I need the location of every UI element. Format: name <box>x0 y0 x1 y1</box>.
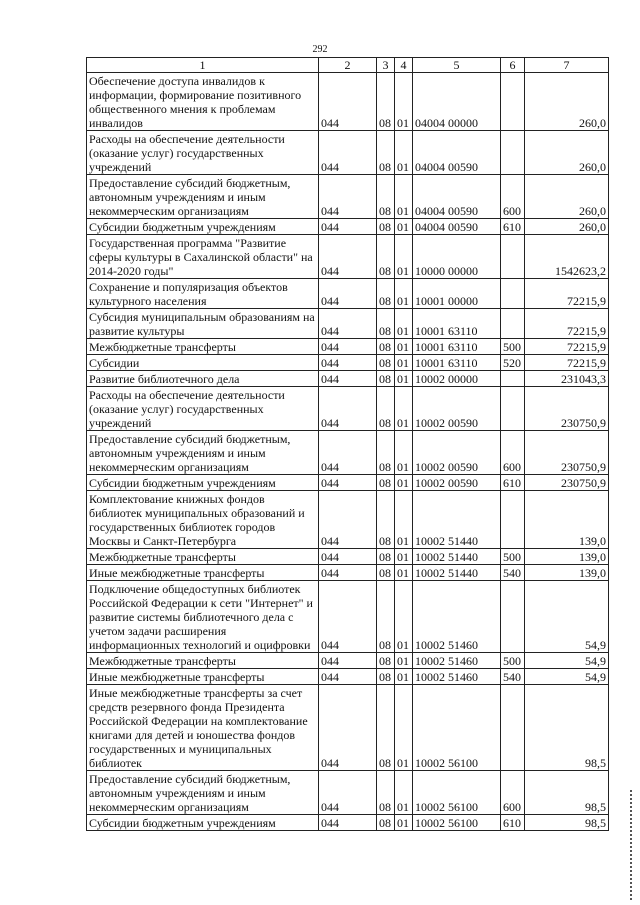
row-expense-type: 500 <box>501 653 525 669</box>
row-expense-type <box>501 371 525 387</box>
row-expense-type <box>501 387 525 431</box>
row-expense-type: 600 <box>501 771 525 815</box>
row-name: Предоставление субсидий бюджетным, автономным учреждениям и иным некоммерческим организациям <box>87 431 319 475</box>
row-name: Предоставление субсидий бюджетным, автономным учреждениям и иным некоммерческим организациям <box>87 771 319 815</box>
table-row <box>87 219 609 235</box>
table-row <box>87 815 609 831</box>
row-subsection-code: 01 <box>395 235 413 279</box>
table-row <box>87 565 609 581</box>
row-name: Обеспечение доступа инвалидов к информации, формирование позитивного общественного мнения к проблемам инвалидов <box>87 73 319 131</box>
row-target-article: 10002 51460 <box>413 581 501 653</box>
row-amount: 260,0 <box>525 219 609 235</box>
row-ministry-code: 044 <box>319 475 377 491</box>
row-subsection-code: 01 <box>395 131 413 175</box>
header-cell: 1 <box>87 58 319 73</box>
row-amount: 54,9 <box>525 581 609 653</box>
row-name: Межбюджетные трансферты <box>87 653 319 669</box>
row-expense-type <box>501 131 525 175</box>
row-section-code: 08 <box>377 685 395 771</box>
table-row <box>87 685 609 771</box>
row-subsection-code: 01 <box>395 219 413 235</box>
table-row <box>87 581 609 653</box>
row-ministry-code: 044 <box>319 653 377 669</box>
row-ministry-code: 044 <box>319 669 377 685</box>
row-ministry-code: 044 <box>319 815 377 831</box>
row-ministry-code: 044 <box>319 581 377 653</box>
row-expense-type <box>501 685 525 771</box>
row-expense-type <box>501 235 525 279</box>
row-amount: 230750,9 <box>525 431 609 475</box>
row-target-article: 04004 00590 <box>413 175 501 219</box>
row-amount: 54,9 <box>525 669 609 685</box>
row-expense-type <box>501 309 525 339</box>
row-amount: 98,5 <box>525 771 609 815</box>
row-target-article: 04004 00000 <box>413 73 501 131</box>
row-subsection-code: 01 <box>395 565 413 581</box>
row-section-code: 08 <box>377 669 395 685</box>
row-amount: 230750,9 <box>525 475 609 491</box>
row-section-code: 08 <box>377 131 395 175</box>
row-subsection-code: 01 <box>395 685 413 771</box>
row-ministry-code: 044 <box>319 219 377 235</box>
row-expense-type: 540 <box>501 565 525 581</box>
row-name: Субсидии бюджетным учреждениям <box>87 815 319 831</box>
row-name: Субсидии бюджетным учреждениям <box>87 219 319 235</box>
row-subsection-code: 01 <box>395 491 413 549</box>
row-subsection-code: 01 <box>395 355 413 371</box>
row-name: Развитие библиотечного дела <box>87 371 319 387</box>
row-subsection-code: 01 <box>395 549 413 565</box>
row-target-article: 10001 63110 <box>413 309 501 339</box>
row-ministry-code: 044 <box>319 339 377 355</box>
row-ministry-code: 044 <box>319 387 377 431</box>
header-cell: 3 <box>377 58 395 73</box>
row-ministry-code: 044 <box>319 131 377 175</box>
row-name: Иные межбюджетные трансферты за счет средств резервного фонда Президента Российской Федерации на комплектование книгами для детей и юношества фондов государственных и муниципальных библиотек <box>87 685 319 771</box>
table-row <box>87 371 609 387</box>
table-row <box>87 309 609 339</box>
budget-table <box>86 57 609 831</box>
row-section-code: 08 <box>377 371 395 387</box>
table-row <box>87 175 609 219</box>
row-ministry-code: 044 <box>319 279 377 309</box>
row-subsection-code: 01 <box>395 371 413 387</box>
row-subsection-code: 01 <box>395 279 413 309</box>
row-expense-type: 520 <box>501 355 525 371</box>
row-ministry-code: 044 <box>319 73 377 131</box>
row-ministry-code: 044 <box>319 549 377 565</box>
margin-marks <box>630 790 636 900</box>
row-target-article: 10002 56100 <box>413 815 501 831</box>
row-name: Иные межбюджетные трансферты <box>87 669 319 685</box>
row-amount: 72215,9 <box>525 279 609 309</box>
row-section-code: 08 <box>377 431 395 475</box>
row-subsection-code: 01 <box>395 431 413 475</box>
row-ministry-code: 044 <box>319 355 377 371</box>
row-amount: 260,0 <box>525 175 609 219</box>
row-expense-type: 500 <box>501 339 525 355</box>
row-target-article: 10002 51440 <box>413 549 501 565</box>
row-expense-type <box>501 279 525 309</box>
row-ministry-code: 044 <box>319 491 377 549</box>
table-row <box>87 549 609 565</box>
row-section-code: 08 <box>377 771 395 815</box>
row-section-code: 08 <box>377 815 395 831</box>
row-amount: 230750,9 <box>525 387 609 431</box>
table-row <box>87 355 609 371</box>
row-section-code: 08 <box>377 387 395 431</box>
row-section-code: 08 <box>377 339 395 355</box>
table-row <box>87 235 609 279</box>
row-subsection-code: 01 <box>395 309 413 339</box>
row-ministry-code: 044 <box>319 175 377 219</box>
row-section-code: 08 <box>377 309 395 339</box>
row-section-code: 08 <box>377 355 395 371</box>
row-amount: 139,0 <box>525 549 609 565</box>
row-target-article: 10002 56100 <box>413 685 501 771</box>
header-cell: 2 <box>319 58 377 73</box>
table-row <box>87 339 609 355</box>
row-ministry-code: 044 <box>319 431 377 475</box>
row-target-article: 10002 00590 <box>413 431 501 475</box>
table-row <box>87 669 609 685</box>
row-subsection-code: 01 <box>395 175 413 219</box>
row-expense-type: 610 <box>501 219 525 235</box>
row-name: Межбюджетные трансферты <box>87 549 319 565</box>
row-amount: 231043,3 <box>525 371 609 387</box>
row-section-code: 08 <box>377 475 395 491</box>
row-section-code: 08 <box>377 565 395 581</box>
row-ministry-code: 044 <box>319 371 377 387</box>
table-row <box>87 387 609 431</box>
table-body <box>87 73 609 831</box>
row-amount: 72215,9 <box>525 339 609 355</box>
row-ministry-code: 044 <box>319 771 377 815</box>
row-section-code: 08 <box>377 219 395 235</box>
row-target-article: 10002 51460 <box>413 669 501 685</box>
row-section-code: 08 <box>377 653 395 669</box>
row-ministry-code: 044 <box>319 565 377 581</box>
row-amount: 54,9 <box>525 653 609 669</box>
table-row <box>87 475 609 491</box>
row-amount: 98,5 <box>525 685 609 771</box>
row-name: Субсидия муниципальным образованиям на развитие культуры <box>87 309 319 339</box>
row-name: Иные межбюджетные трансферты <box>87 565 319 581</box>
row-target-article: 10002 56100 <box>413 771 501 815</box>
row-amount: 260,0 <box>525 131 609 175</box>
row-section-code: 08 <box>377 581 395 653</box>
table-row <box>87 431 609 475</box>
row-target-article: 10002 51440 <box>413 565 501 581</box>
row-subsection-code: 01 <box>395 815 413 831</box>
row-subsection-code: 01 <box>395 339 413 355</box>
row-section-code: 08 <box>377 175 395 219</box>
row-target-article: 04004 00590 <box>413 219 501 235</box>
row-target-article: 10002 51440 <box>413 491 501 549</box>
row-target-article: 10002 00590 <box>413 387 501 431</box>
row-expense-type: 600 <box>501 431 525 475</box>
header-cell: 6 <box>501 58 525 73</box>
header-cell: 5 <box>413 58 501 73</box>
row-subsection-code: 01 <box>395 653 413 669</box>
row-amount: 139,0 <box>525 491 609 549</box>
row-expense-type <box>501 581 525 653</box>
row-name: Комплектование книжных фондов библиотек муниципальных образований и государственных библиотек городов Москвы и Санкт-Петербурга <box>87 491 319 549</box>
table-row <box>87 279 609 309</box>
row-name: Субсидии бюджетным учреждениям <box>87 475 319 491</box>
row-ministry-code: 044 <box>319 235 377 279</box>
row-amount: 139,0 <box>525 565 609 581</box>
row-name: Межбюджетные трансферты <box>87 339 319 355</box>
header-cell: 7 <box>525 58 609 73</box>
row-target-article: 10002 51460 <box>413 653 501 669</box>
table-row <box>87 131 609 175</box>
row-subsection-code: 01 <box>395 771 413 815</box>
row-target-article: 04004 00590 <box>413 131 501 175</box>
header-row <box>87 58 609 73</box>
row-section-code: 08 <box>377 279 395 309</box>
row-target-article: 10002 00000 <box>413 371 501 387</box>
row-name: Предоставление субсидий бюджетным, автономным учреждениям и иным некоммерческим организациям <box>87 175 319 219</box>
row-subsection-code: 01 <box>395 581 413 653</box>
row-name: Подключение общедоступных библиотек Российской Федерации к сети "Интернет" и развитие системы библиотечного дела с учетом задачи расширения информационных технологий и оцифровки <box>87 581 319 653</box>
row-name: Субсидии <box>87 355 319 371</box>
row-subsection-code: 01 <box>395 387 413 431</box>
row-name: Сохранение и популяризация объектов культурного населения <box>87 279 319 309</box>
row-subsection-code: 01 <box>395 475 413 491</box>
row-expense-type <box>501 491 525 549</box>
row-subsection-code: 01 <box>395 669 413 685</box>
row-subsection-code: 01 <box>395 73 413 131</box>
row-target-article: 10002 00590 <box>413 475 501 491</box>
page-number: 292 <box>312 44 328 55</box>
row-name: Государственная программа "Развитие сферы культуры в Сахалинской области" на 2014-2020 годы" <box>87 235 319 279</box>
row-section-code: 08 <box>377 491 395 549</box>
header-cell: 4 <box>395 58 413 73</box>
row-target-article: 10001 00000 <box>413 279 501 309</box>
row-expense-type: 610 <box>501 475 525 491</box>
table-row <box>87 73 609 131</box>
row-expense-type: 610 <box>501 815 525 831</box>
row-expense-type <box>501 73 525 131</box>
row-target-article: 10001 63110 <box>413 339 501 355</box>
row-name: Расходы на обеспечение деятельности (оказание услуг) государственных учреждений <box>87 131 319 175</box>
row-section-code: 08 <box>377 73 395 131</box>
row-name: Расходы на обеспечение деятельности (оказание услуг) государственных учреждений <box>87 387 319 431</box>
row-amount: 72215,9 <box>525 355 609 371</box>
table-row <box>87 653 609 669</box>
row-section-code: 08 <box>377 549 395 565</box>
row-expense-type: 540 <box>501 669 525 685</box>
row-amount: 98,5 <box>525 815 609 831</box>
table-row <box>87 771 609 815</box>
row-amount: 72215,9 <box>525 309 609 339</box>
row-amount: 1542623,2 <box>525 235 609 279</box>
row-amount: 260,0 <box>525 73 609 131</box>
row-section-code: 08 <box>377 235 395 279</box>
row-target-article: 10001 63110 <box>413 355 501 371</box>
row-target-article: 10000 00000 <box>413 235 501 279</box>
row-ministry-code: 044 <box>319 685 377 771</box>
table-row <box>87 491 609 549</box>
row-expense-type: 500 <box>501 549 525 565</box>
row-ministry-code: 044 <box>319 309 377 339</box>
row-expense-type: 600 <box>501 175 525 219</box>
